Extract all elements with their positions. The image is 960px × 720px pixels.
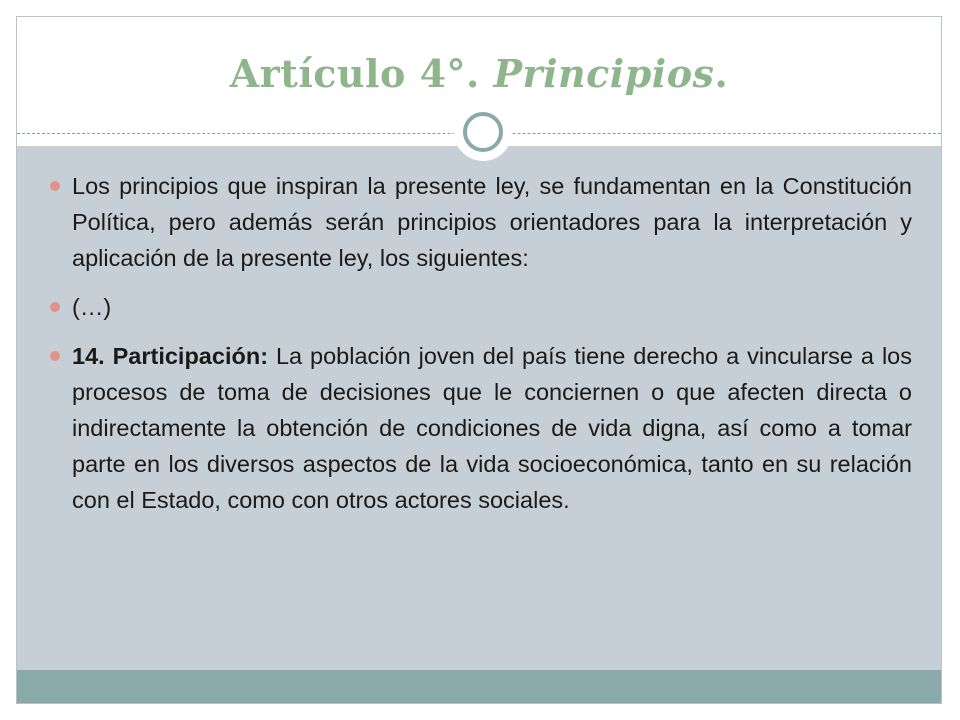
bullet-text: (…) (72, 294, 112, 320)
bullet-dot-icon (50, 351, 60, 361)
title-italic: Principios (493, 51, 715, 96)
list-item (50, 338, 912, 518)
bullet-list (50, 168, 912, 531)
bullet-lead: 14. Participación: (72, 343, 269, 369)
bullet-dot-icon (50, 181, 60, 191)
title-main: Artículo 4°. (229, 51, 494, 96)
bullet-dot-icon (50, 302, 60, 312)
slide-title (17, 51, 941, 96)
list-item (50, 168, 912, 276)
list-item (50, 289, 912, 325)
footer-band (17, 670, 941, 703)
bullet-text: La población joven del país tiene derecho a vincularse a los procesos de toma de decisiones que le conciernen o que afecten directa o indirectamente la obtención de condiciones de vida digna, así como a tomar parte en los diversos aspectos de la vida socioeconómica, tanto en su relación con el Estado, como con otros actores sociales. (72, 343, 912, 513)
ring-icon (463, 112, 503, 152)
title-period: . (714, 51, 729, 96)
bullet-text: Los principios que inspiran la presente ley, se fundamentan en la Constitución Política, pero además serán principios orientadores para la interpretación y aplicación de la presente ley, los siguientes: (72, 173, 912, 271)
